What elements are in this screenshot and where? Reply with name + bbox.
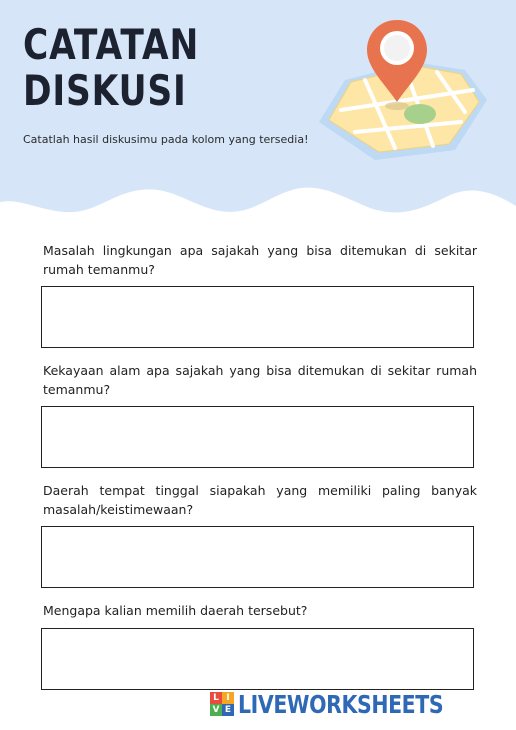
brand-name: LIVEWORKSHEETS [238,689,444,719]
logo-letter-i: I [222,692,234,704]
liveworksheets-brand [210,690,488,718]
answer-1-field[interactable] [41,286,474,348]
logo-letter-e: E [222,704,234,716]
answer-2-field[interactable] [41,406,474,468]
question-1-text: Masalah lingkungan apa sajakah yang bisa ditemukan di sekitar rumah temanmu? [43,243,477,277]
question-3-text: Daerah tempat tinggal siapakah yang memiliki paling banyak masalah/keistimewaan? [43,483,477,517]
answer-3-field[interactable] [41,526,474,588]
logo-letter-l: L [210,692,222,704]
map-with-location-pin-icon [305,10,495,175]
logo-letter-v: V [210,704,222,716]
question-4-text: Mengapa kalian memilih daerah tersebut? [43,603,308,618]
title-line-1: CATATAN [23,20,200,69]
page-title [23,22,199,114]
question-2-text: Kekayaan alam apa sajakah yang bisa ditemukan di sekitar rumah temanmu? [43,363,477,397]
answer-4-field[interactable] [41,628,474,690]
instruction-text: Catatlah hasil diskusimu pada kolom yang tersedia! [23,133,309,146]
liveworksheets-logo-icon [210,692,234,716]
title-line-2: DISKUSI [23,66,187,115]
